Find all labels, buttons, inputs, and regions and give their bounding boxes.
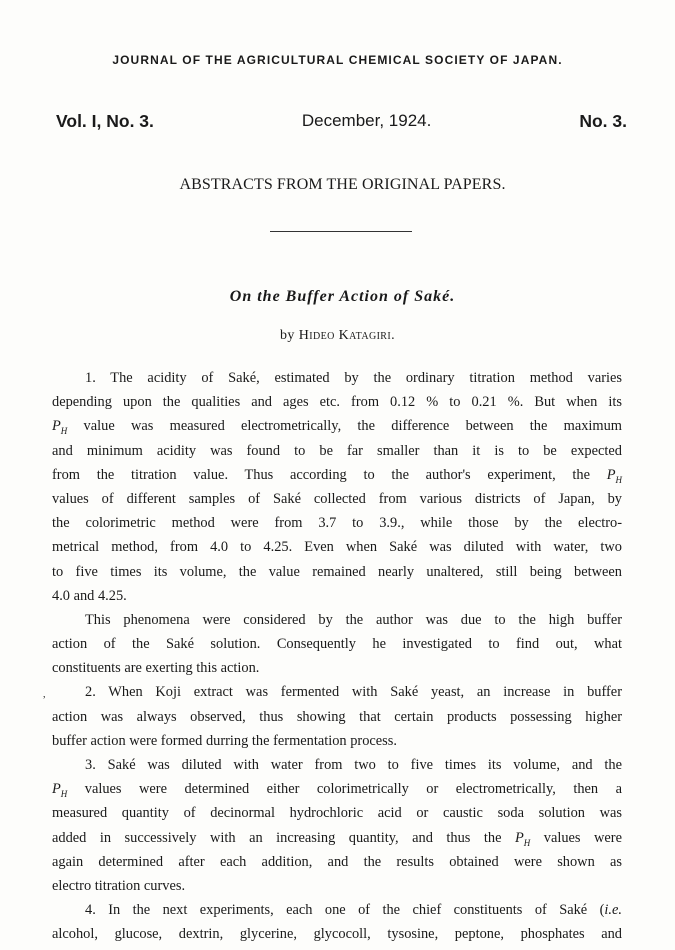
article-body [52, 366, 622, 947]
text-line: $P_H$ value was measured electrometrically, the difference between the maximum [52, 418, 622, 437]
margin-speck: , [43, 689, 46, 700]
volume-label: Vol. I, No. 3. [56, 111, 154, 131]
text-line: and minimum acidity was found to be far smaller than it is to be expected [52, 442, 622, 459]
text-line: depending upon the qualities and ages etc. from 0.12 % to 0.21 %. But when its [52, 394, 622, 411]
divider-rule [270, 231, 412, 232]
text-line: metrical method, from 4.0 to 4.25. Even when Saké was diluted with water, two [52, 539, 622, 556]
paragraph [52, 753, 622, 898]
text-line: measured quantity of decinormal hydrochloric acid or caustic soda solution was [52, 805, 622, 822]
byline-prefix: by [279, 328, 295, 343]
text-line: action was always observed, thus showing that certain products possessing higher [52, 708, 622, 725]
text-line: $P_H$ values were determined either colorimetrically or electrometrically, then a [52, 781, 622, 800]
journal-title: JOURNAL OF THE AGRICULTURAL CHEMICAL SOCIETY OF JAPAN. [112, 53, 563, 67]
text-line: from the titration value. Thus according to the author's experiment, the $P_H$ [52, 466, 622, 485]
author-name: Hideo Katagiri. [298, 328, 395, 343]
text-line: 2. When Koji extract was fermented with Saké yeast, an increase in buffer [85, 684, 622, 701]
text-line: values of different samples of Saké collected from various districts of Japan, by [52, 490, 622, 507]
paragraph [52, 680, 622, 753]
text-line: again determined after each addition, and the results obtained were shown as [52, 853, 622, 870]
text-line: 4.0 and 4.25. [52, 587, 127, 604]
text-line: buffer action were formed durring the fermentation process. [52, 732, 397, 749]
text-line: 1. The acidity of Saké, estimated by the ordinary titration method varies [85, 370, 622, 386]
text-line: alcohol, glucose, dextrin, glycerine, glycocoll, tysosine, peptone, phosphates and [52, 926, 622, 943]
text-line: 4. In the next experiments, each one of the chief constituents of Saké (i.e. [85, 902, 622, 919]
issue-date: December, 1924. [301, 111, 432, 130]
text-line: 3. Saké was diluted with water from two to five times its volume, and the [85, 757, 622, 773]
text-line: action of the Saké solution. Consequently he investigated to find out, what [52, 636, 622, 653]
paragraph [52, 608, 622, 681]
text-line: This phenomena were considered by the author was due to the high buffer [85, 611, 622, 628]
section-title: ABSTRACTS FROM THE ORIGINAL PAPERS. [179, 176, 506, 193]
text-line: the colorimetric method were from 3.7 to 3.9., while those by the electro- [52, 515, 622, 532]
article-title: On the Buffer Action of Saké. [229, 288, 456, 305]
issue-info-row [56, 111, 627, 132]
text-line: electro titration curves. [52, 877, 186, 894]
text-line: added in successively with an increasing quantity, and thus the $P_H$ values were [52, 829, 622, 848]
issue-number: No. 3. [579, 111, 627, 131]
text-line: to five times its volume, the value remained nearly unaltered, still being between [52, 563, 622, 580]
paragraph [52, 898, 622, 946]
article-byline [0, 328, 675, 344]
text-line: constituents are exerting this action. [52, 660, 260, 677]
paragraph [52, 366, 622, 608]
